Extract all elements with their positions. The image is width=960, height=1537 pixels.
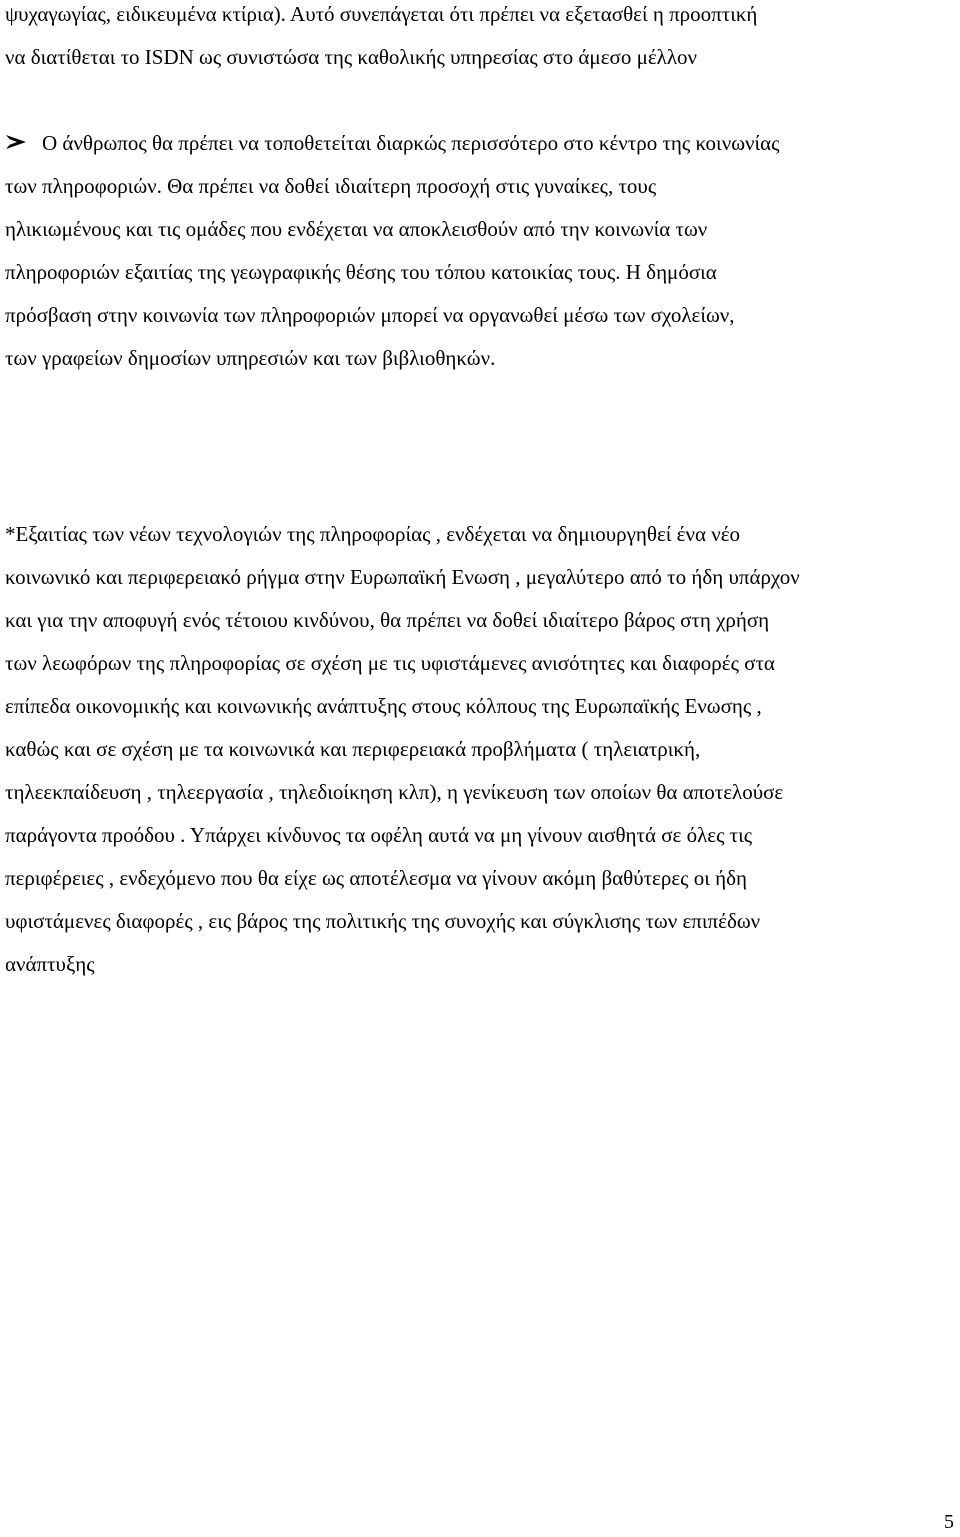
paragraph-line: να διατίθεται το ISDN ως συνιστώσα της καθολικής υπηρεσίας στο άμεσο μέλλον: [5, 45, 698, 69]
note-text-line: τηλεεκπαίδευση , τηλεεργασία , τηλεδιοίκηση κλπ), η γενίκευση των οποίων θα αποτελούσε: [5, 780, 784, 804]
bullet-text-line: των γραφείων δημοσίων υπηρεσιών και των βιβλιοθηκών.: [5, 346, 496, 370]
note-text-line: και για την αποφυγή ενός τέτοιου κινδύνου, θα πρέπει να δοθεί ιδιαίτερο βάρος στη χρήση: [5, 608, 770, 632]
arrow-checkmark-bullet-icon: [5, 131, 27, 153]
note-text-line: υφιστάμενες διαφορές , εις βάρος της πολιτικής της συνοχής και σύγκλισης των επιπέδων: [5, 909, 761, 933]
note-text-line: των λεωφόρων της πληροφορίας σε σχέση με τις υφιστάμενες ανισότητες και διαφορές στα: [5, 651, 775, 675]
page-number: 5: [944, 1511, 954, 1533]
note-text-line: επίπεδα οικονομικής και κοινωνικής ανάπτυξης στους κόλπους της Ευρωπαϊκής Ενωσης ,: [5, 694, 762, 718]
note-text-line: περιφέρειες , ενδεχόμενο που θα είχε ως αποτέλεσμα να γίνουν ακόμη βαθύτερες οι ήδη: [5, 866, 747, 890]
note-text-line: καθώς και σε σχέση με τα κοινωνικά και περιφερειακά προβλήματα ( τηλειατρική,: [5, 737, 701, 761]
note-text-line: ανάπτυξης: [5, 952, 95, 976]
note-text-line: παράγοντα προόδου . Υπάρχει κίνδυνος τα οφέλη αυτά να μη γίνουν αισθητά σε όλες τις: [5, 823, 753, 847]
bullet-text-line: Ο άνθρωπος θα πρέπει να τοποθετείται διαρκώς περισσότερο στο κέντρο της κοινωνίας: [42, 131, 780, 155]
paragraph-line: ψυχαγωγίας, ειδικευμένα κτίρια). Αυτό συνεπάγεται ότι πρέπει να εξετασθεί η προοπτική: [5, 2, 758, 26]
bullet-text-line: πρόσβαση στην κοινωνία των πληροφοριών μπορεί να οργανωθεί μέσω των σχολείων,: [5, 303, 735, 327]
note-text-line: *Εξαιτίας των νέων τεχνολογιών της πληροφορίας , ενδέχεται να δημιουργηθεί ένα νέο: [5, 522, 741, 546]
bullet-text-line: ηλικιωμένους και τις ομάδες που ενδέχεται να αποκλεισθούν από την κοινωνία των: [5, 217, 708, 241]
bullet-text-line: των πληροφοριών. Θα πρέπει να δοθεί ιδιαίτερη προσοχή στις γυναίκες, τους: [5, 174, 657, 198]
bullet-text-line: πληροφοριών εξαιτίας της γεωγραφικής θέσης του τόπου κατοικίας τους. Η δημόσια: [5, 260, 717, 284]
note-text-line: κοινωνικό και περιφερειακό ρήγμα στην Ευρωπαϊκή Ενωση , μεγαλύτερο από το ήδη υπάρχον: [5, 565, 800, 589]
